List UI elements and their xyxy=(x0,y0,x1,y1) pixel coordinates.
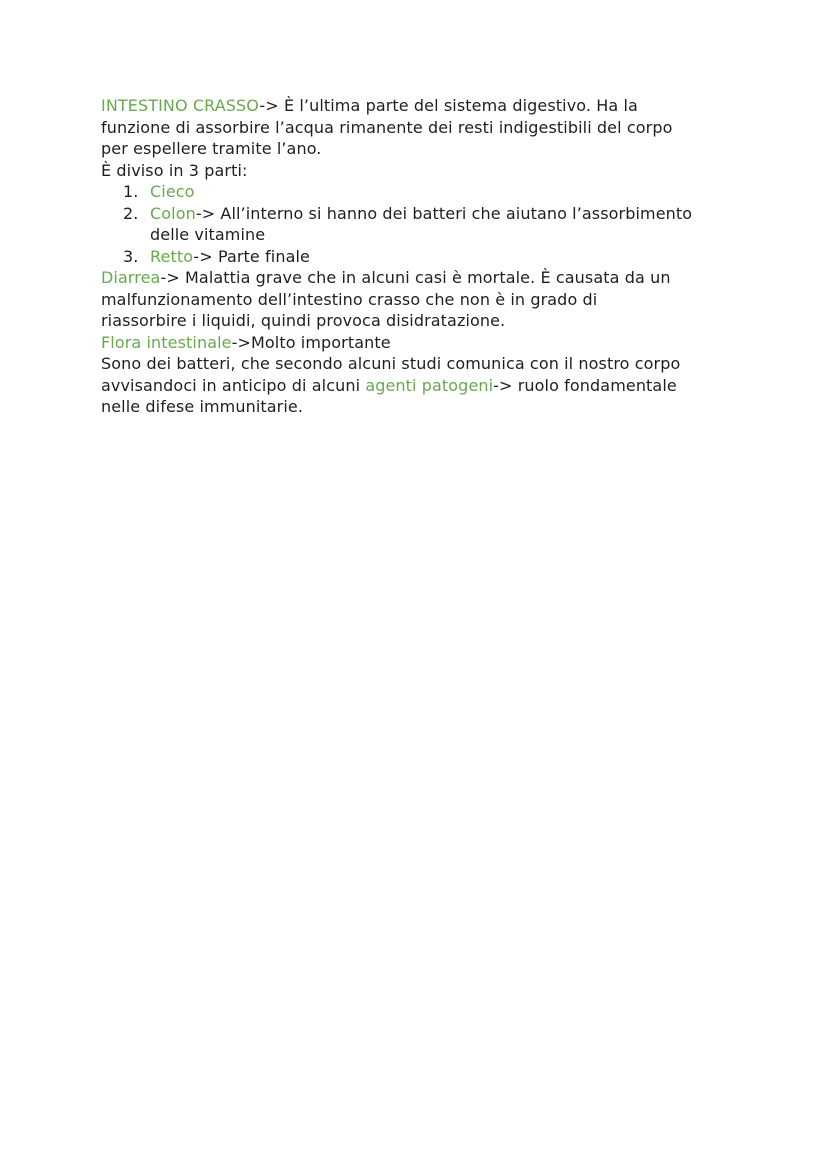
term-cieco: Cieco xyxy=(150,182,195,201)
diarrea-line-3: riassorbire i liquidi, quindi provoca disidratazione. xyxy=(101,311,506,330)
list-item xyxy=(101,203,761,225)
list-item-text: -> Parte finale xyxy=(193,246,310,266)
list-item-text: delle vitamine xyxy=(150,225,266,244)
term-agenti-patogeni: agenti patogeni xyxy=(365,375,494,395)
flora-definition-start: ->Molto importante xyxy=(231,332,391,352)
term-diarrea: Diarrea xyxy=(101,268,161,287)
list-number: 2. xyxy=(123,203,139,223)
flora-line-1 xyxy=(101,332,761,354)
intro-line-2: funzione di assorbire l’acqua rimanente dei resti indigestibili del corpo xyxy=(101,117,673,137)
intro-line-1 xyxy=(101,95,761,117)
document-page xyxy=(101,95,761,418)
list-item-text: -> All’interno si hanno dei batteri che aiutano l’assorbimento xyxy=(195,203,693,223)
flora-line-3-start: avvisandoci in anticipo di alcuni xyxy=(101,375,366,395)
flora-line-2: Sono dei batteri, che secondo alcuni studi comunica con il nostro corpo xyxy=(101,354,681,373)
list-item-continuation xyxy=(101,224,761,246)
diarrea-line-2: malfunzionamento dell’intestino crasso che non è in grado di xyxy=(101,289,598,309)
list-number: 3. xyxy=(123,246,139,266)
parts-list xyxy=(101,181,761,267)
term-flora-intestinale: Flora intestinale xyxy=(101,332,232,352)
flora-line-4: nelle difese immunitarie. xyxy=(101,397,304,416)
intro-line-3: per espellere tramite l’ano. xyxy=(101,139,322,158)
diarrea-line-1 xyxy=(101,267,761,289)
flora-line-3 xyxy=(101,375,761,397)
list-item xyxy=(101,246,761,268)
term-colon: Colon xyxy=(150,203,196,223)
term-retto: Retto xyxy=(150,246,194,266)
list-number: 1. xyxy=(123,182,139,201)
list-item xyxy=(101,181,761,203)
diarrea-definition-start: -> Malattia grave che in alcuni casi è mortale. È causata da un xyxy=(160,268,671,287)
intro-definition-start: -> È l’ultima parte del sistema digestivo. Ha la xyxy=(259,96,638,115)
intro-line-4: È diviso in 3 parti: xyxy=(101,160,248,180)
term-intestino-crasso: INTESTINO CRASSO xyxy=(101,96,260,115)
flora-line-3-end: -> ruolo fondamentale xyxy=(493,375,677,395)
